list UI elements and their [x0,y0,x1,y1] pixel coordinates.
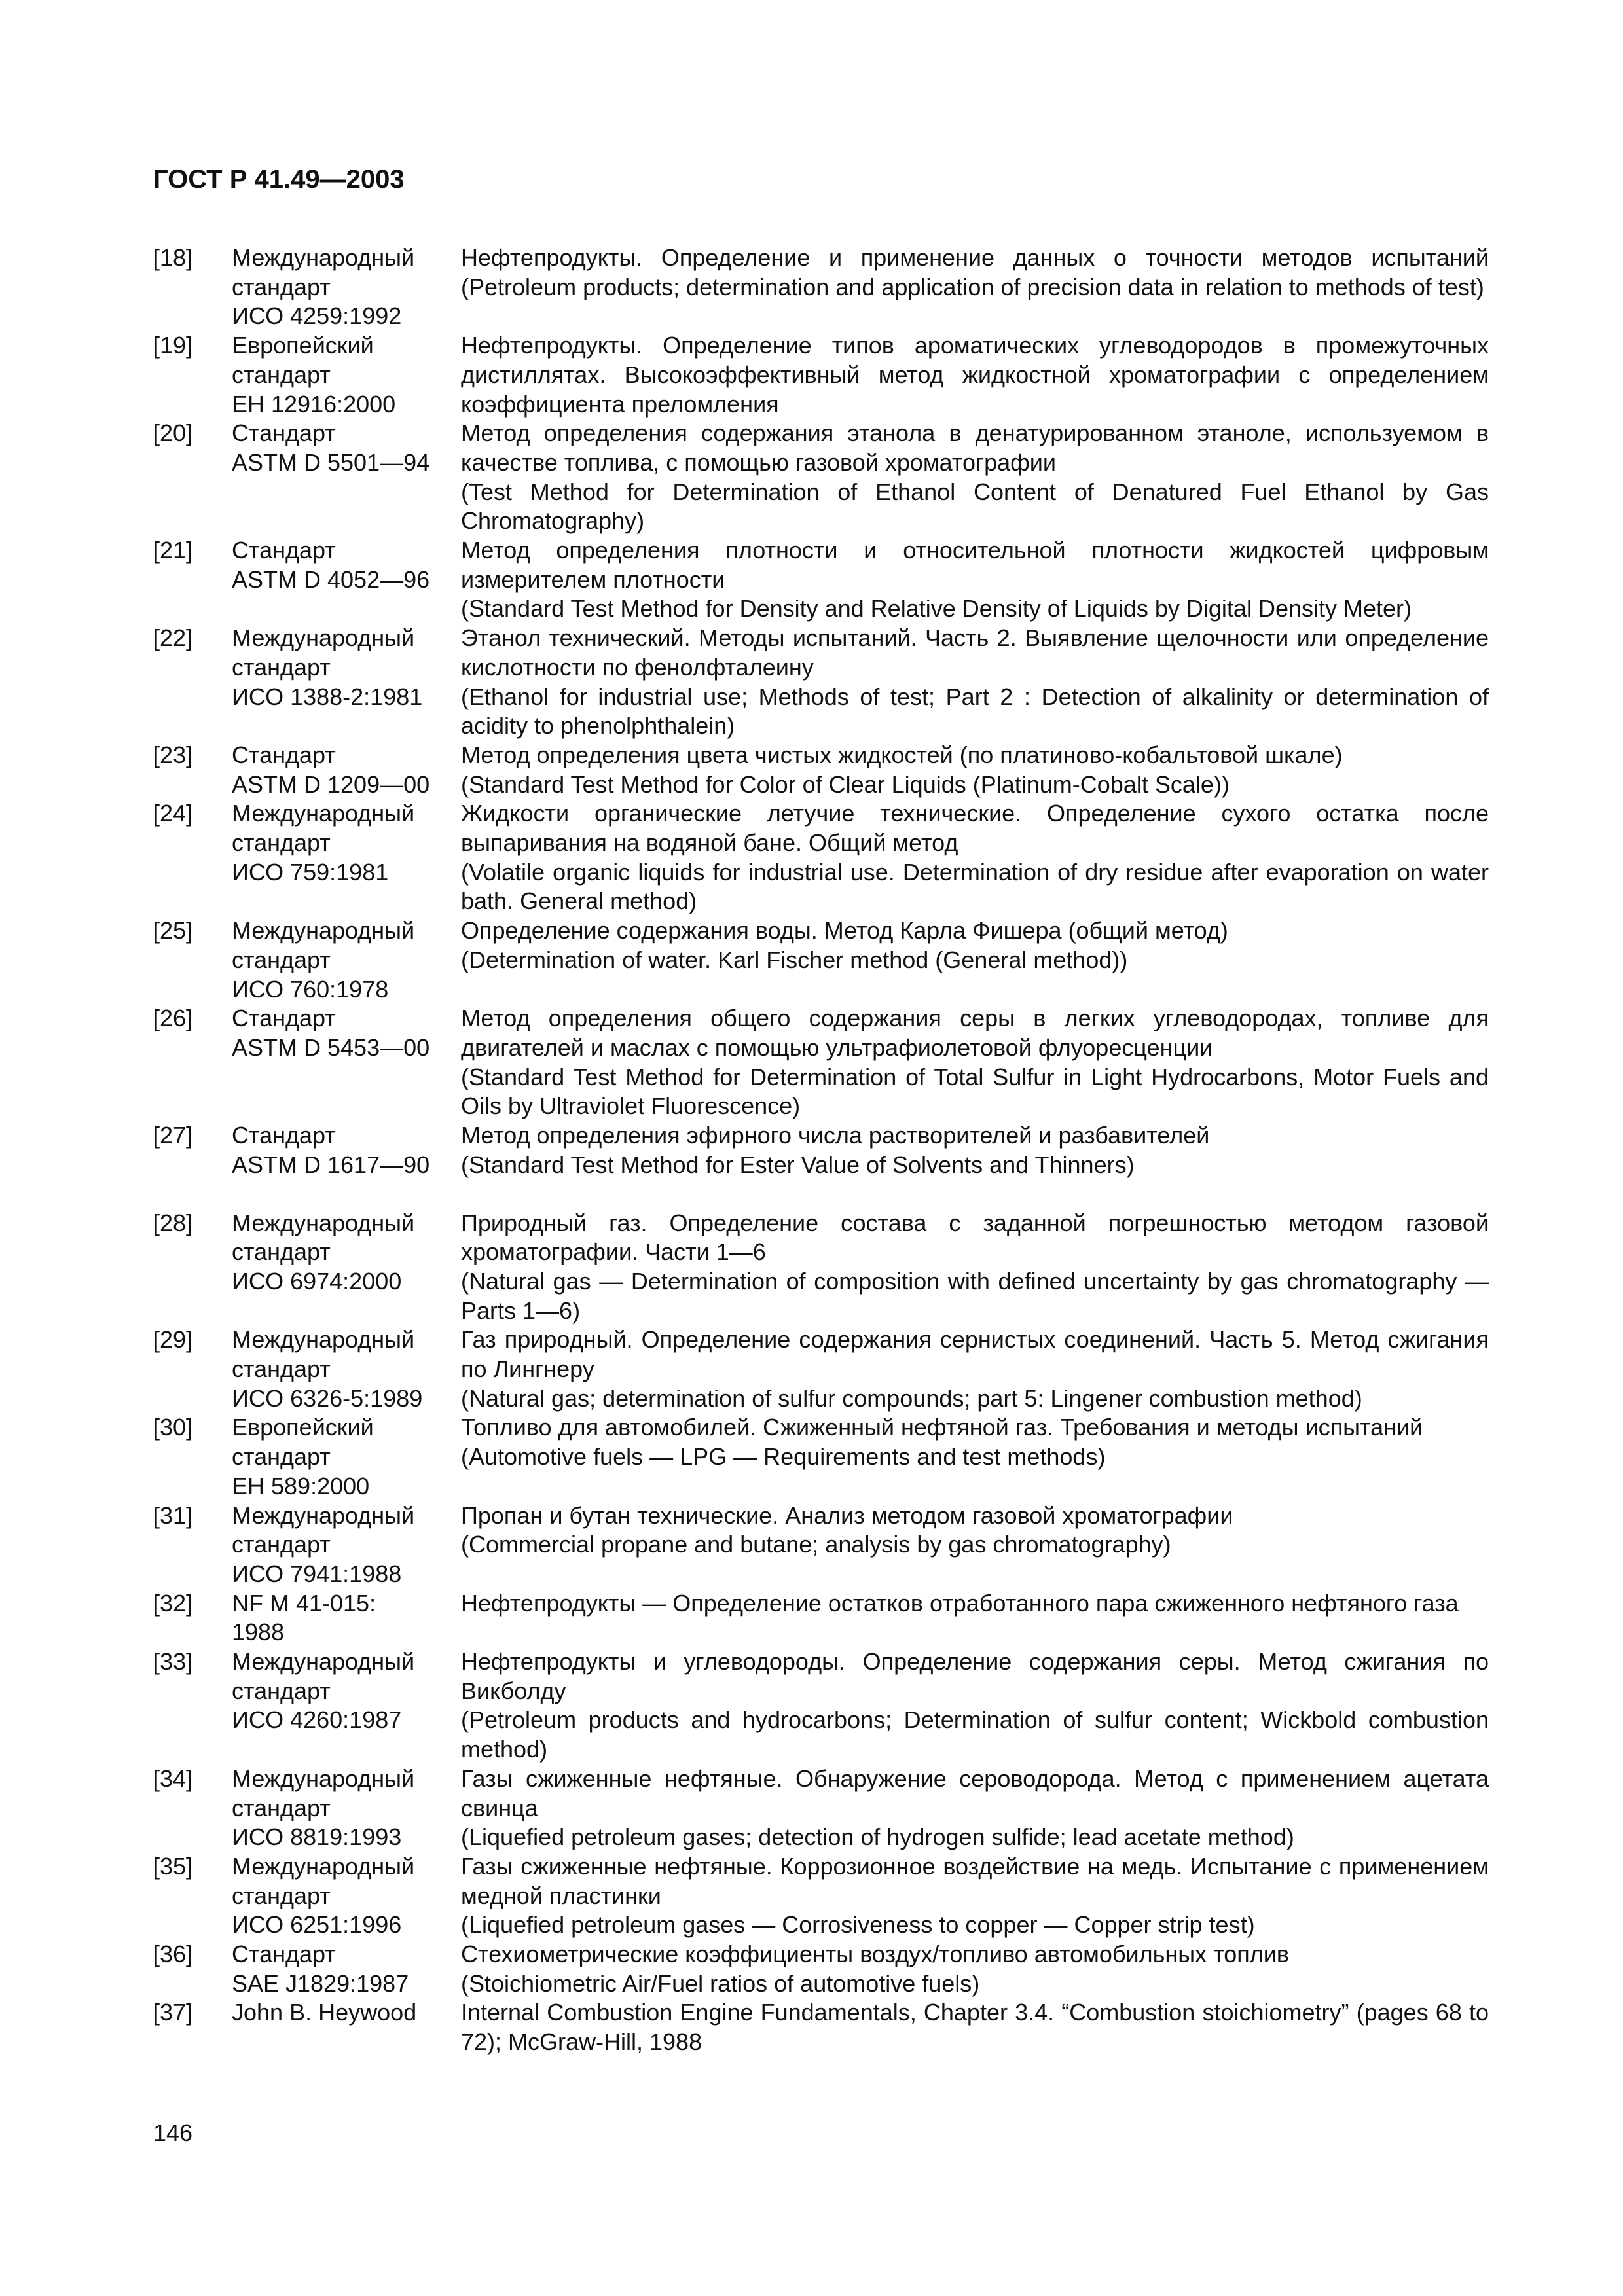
reference-title [461,1004,1489,1121]
reference-standard [232,1121,461,1179]
reference-title-paragraph: Газы сжиженные нефтяные. Обнаружение сероводорода. Метод с применением ацетата свинца [461,1765,1489,1821]
reference-standard-line: ЕН 589:2000 [232,1472,370,1499]
reference-standard-line: John B. Heywood [232,1999,417,2026]
reference-standard-line: стандарт [232,1882,331,1909]
reference-title-paragraph: (Automotive fuels — LPG — Requirements and test methods) [461,1443,1106,1471]
reference-standard [232,1209,461,1326]
reference-title [461,1501,1489,1589]
reference-entry [153,1209,1489,1326]
reference-title-paragraph: Газы сжиженные нефтяные. Коррозионное воздействие на медь. Испытание с применением медной пластинки [461,1852,1489,1909]
reference-title [461,536,1489,624]
reference-title-paragraph: Метод определения общего содержания серы в легких углеводородах, топливе для двигателей и маслах с помощью ультрафиолетовой флуоресценции [461,1005,1489,1061]
reference-standard-line: Стандарт [232,537,336,564]
reference-title-paragraph: (Stoichiometric Air/Fuel ratios of automotive fuels) [461,1969,980,1997]
reference-standard [232,331,461,419]
reference-standard [232,243,461,331]
reference-standard [232,1325,461,1413]
reference-standard-line: Стандарт [232,1005,336,1032]
reference-title-paragraph: Определение содержания воды. Метод Карла Фишера (общий метод) [461,917,1228,944]
reference-standard [232,1765,461,1852]
reference-entry [153,1998,1489,2056]
reference-number: [25] [153,917,193,944]
reference-standard [232,741,461,799]
reference-standard-line: ASTM D 4052—96 [232,565,430,593]
reference-entry [153,1765,1489,1852]
reference-title-paragraph: (Liquefied petroleum gases; detection of hydrogen sulfide; lead acetate method) [461,1823,1294,1851]
reference-title-paragraph: Нефтепродукты. Определение типов ароматических углеводородов в промежуточных дистиллятах. Высокоэффективный метод жидкостной хроматографии с определением коэффициента преломления [461,332,1489,418]
reference-entry [153,916,1489,1004]
reference-number: [30] [153,1414,193,1441]
reference-standard-line: Международный [232,1326,415,1354]
reference-standard [232,1940,461,1998]
reference-title-paragraph: Internal Combustion Engine Fundamentals, Chapter 3.4. “Combustion stoichiometry” (pages 68 to 72); McGraw-Hill, 1988 [461,1999,1489,2056]
reference-standard-line: ИСО 759:1981 [232,858,389,886]
reference-standard-line: ИСО 7941:1988 [232,1560,402,1587]
reference-entry [153,536,1489,624]
reference-standard [232,1998,461,2056]
reference-entry [153,243,1489,331]
reference-standard-line: ИСО 6251:1996 [232,1911,402,1939]
reference-number: [21] [153,537,193,564]
reference-standard-line: Международный [232,917,415,944]
reference-standard [232,1589,461,1647]
reference-standard-line: ASTM D 5501—94 [232,448,430,476]
reference-standard [232,419,461,536]
reference-standard-line: Стандарт [232,420,336,447]
reference-number: [19] [153,332,193,359]
reference-title-paragraph: Нефтепродукты. Определение и применение данных о точности методов испытаний (Petroleum products; determination and application of precision data in relation to methods of test) [461,244,1489,300]
reference-standard-line: стандарт [232,946,331,973]
reference-title-paragraph: Метод определения цвета чистых жидкостей (по платиново-кобальтовой шкале) [461,741,1343,768]
reference-standard-line: ASTM D 5453—00 [232,1033,430,1061]
reference-standard-line: ИСО 4259:1992 [232,302,402,330]
reference-title-paragraph: (Liquefied petroleum gases — Corrosiveness to copper — Copper strip test) [461,1911,1255,1939]
reference-standard-line: ИСО 6326-5:1989 [232,1384,423,1412]
reference-entry [153,799,1489,916]
reference-standard-line: стандарт [232,829,331,857]
reference-standard-line: Стандарт [232,1122,336,1149]
reference-title-paragraph: (Natural gas; determination of sulfur compounds; part 5: Lingener combustion method) [461,1384,1362,1412]
reference-title-paragraph: Стехиометрические коэффициенты воздух/топливо автомобильных топлив [461,1941,1290,1968]
reference-standard-line: стандарт [232,1443,331,1471]
reference-title [461,1852,1489,1940]
reference-standard-line: стандарт [232,1677,331,1704]
reference-title-paragraph: Топливо для автомобилей. Сжиженный нефтяной газ. Требования и методы испытаний [461,1414,1423,1441]
reference-standard-line: ИСО 1388-2:1981 [232,683,423,710]
reference-title-paragraph: (Ethanol for industrial use; Methods of test; Part 2 : Detection of alkalinity or determination of acidity to phenolphthalein) [461,683,1489,740]
reference-standard-line: 1988 [232,1619,285,1646]
reference-number: [33] [153,1648,193,1676]
reference-title-paragraph: (Test Method for Determination of Ethanol Content of Denatured Fuel Ethanol by Gas Chromatography) [461,478,1489,535]
reference-title [461,1940,1489,1998]
reference-standard-line: ASTM D 1617—90 [232,1151,430,1178]
reference-title-paragraph: Метод определения эфирного числа растворителей и разбавителей [461,1122,1210,1149]
reference-number: [24] [153,800,193,827]
reference-entry [153,1413,1489,1501]
reference-title [461,1413,1489,1501]
reference-entry [153,1647,1489,1765]
reference-number: [20] [153,420,193,447]
reference-standard-line: ИСО 6974:2000 [232,1267,402,1295]
reference-entry [153,419,1489,536]
reference-title-paragraph: Метод определения содержания этанола в денатурированном этаноле, используемом в качестве топлива, с помощью газовой хроматографии [461,420,1489,476]
reference-standard-line: стандарт [232,1531,331,1558]
reference-title [461,1765,1489,1852]
reference-standard-line: Международный [232,624,415,652]
reference-standard [232,916,461,1004]
reference-number: [35] [153,1852,193,1880]
reference-entry [153,1325,1489,1413]
reference-title-paragraph: Пропан и бутан технические. Анализ методом газовой хроматографии [461,1501,1233,1529]
reference-entry [153,741,1489,799]
reference-title-paragraph: (Volatile organic liquids for industrial use. Determination of dry residue after evaporation on water bath. General method) [461,858,1489,915]
reference-standard-line: Стандарт [232,1941,336,1968]
reference-standard-line: стандарт [232,1238,331,1266]
reference-number: [28] [153,1209,193,1236]
reference-standard [232,536,461,624]
reference-number: [29] [153,1326,193,1354]
reference-standard-line: Европейский [232,1414,374,1441]
reference-title-paragraph: (Natural gas — Determination of composition with defined uncertainty by gas chromatography — Parts 1—6) [461,1267,1489,1324]
reference-title-paragraph: Жидкости органические летучие технические. Определение сухого остатка после выпаривания на водяной бане. Общий метод [461,800,1489,857]
reference-title-paragraph: Метод определения плотности и относительной плотности жидкостей цифровым измерителем плотности [461,537,1489,593]
reference-standard-line: ИСО 8819:1993 [232,1823,402,1851]
reference-title [461,1209,1489,1326]
reference-standard-line: NF M 41-015: [232,1589,376,1617]
reference-standard [232,1004,461,1121]
reference-title-paragraph: (Standard Test Method for Color of Clear Liquids (Platinum-Cobalt Scale)) [461,770,1230,798]
reference-standard-line: стандарт [232,653,331,681]
reference-number: [34] [153,1765,193,1792]
reference-standard-line: SAE J1829:1987 [232,1969,409,1997]
reference-number: [18] [153,244,193,271]
reference-number: [26] [153,1005,193,1032]
reference-title-paragraph: (Commercial propane and butane; analysis by gas chromatography) [461,1531,1171,1558]
reference-standard-line: стандарт [232,1355,331,1383]
reference-number: [31] [153,1501,193,1529]
reference-title-paragraph: Природный газ. Определение состава с заданной погрешностью методом газовой хроматографии. Части 1—6 [461,1209,1489,1266]
reference-title-paragraph: Газ природный. Определение содержания сернистых соединений. Часть 5. Метод сжигания по Лингнеру [461,1326,1489,1383]
reference-title-paragraph: (Standard Test Method for Density and Relative Density of Liquids by Digital Density Meter) [461,595,1412,622]
reference-title [461,624,1489,741]
reference-entry [153,1004,1489,1121]
reference-standard-line: Международный [232,244,415,271]
reference-title-paragraph: (Determination of water. Karl Fischer method (General method)) [461,946,1128,973]
reference-standard-line: стандарт [232,273,331,300]
reference-number: [37] [153,1999,193,2026]
reference-standard-line: Стандарт [232,741,336,768]
reference-entry [153,331,1489,419]
reference-title [461,243,1489,331]
page-number: 146 [153,2119,193,2146]
reference-entry [153,1940,1489,1998]
reference-title-paragraph: (Standard Test Method for Ester Value of Solvents and Thinners) [461,1151,1135,1178]
reference-standard-line: ИСО 4260:1987 [232,1706,402,1734]
reference-standard-line: ЕН 12916:2000 [232,390,396,418]
reference-standard-line: Международный [232,1501,415,1529]
reference-standard-line: ИСО 760:1978 [232,975,389,1003]
reference-standard-line: Международный [232,1209,415,1236]
reference-standard-line: Европейский [232,332,374,359]
reference-title-paragraph: (Petroleum products and hydrocarbons; Determination of sulfur content; Wickbold combustion method) [461,1706,1489,1763]
reference-standard [232,799,461,916]
reference-entry [153,1121,1489,1179]
reference-number: [32] [153,1589,193,1617]
reference-standard-line: стандарт [232,1794,331,1821]
reference-standard [232,1413,461,1501]
reference-title-paragraph: Нефтепродукты — Определение остатков отработанного пара сжиженного нефтяного газа [461,1589,1459,1617]
reference-entry [153,1852,1489,1940]
reference-title-paragraph: Этанол технический. Методы испытаний. Часть 2. Выявление щелочности или определение кислотности по фенолфталеину [461,624,1489,681]
reference-standard [232,1501,461,1589]
reference-standard [232,624,461,741]
reference-number: [23] [153,741,193,768]
reference-standard [232,1647,461,1765]
reference-list [153,243,1489,2057]
document-header: ГОСТ Р 41.49—2003 [153,165,405,194]
reference-title [461,419,1489,536]
reference-title [461,1589,1489,1647]
reference-title-paragraph: Нефтепродукты и углеводороды. Определение содержания серы. Метод сжигания по Викболду [461,1648,1489,1704]
reference-title [461,1325,1489,1413]
reference-entry [153,1589,1489,1647]
reference-title [461,1998,1489,2056]
reference-number: [22] [153,624,193,652]
reference-standard-line: ASTM D 1209—00 [232,770,430,798]
reference-number: [27] [153,1122,193,1149]
reference-title [461,741,1489,799]
reference-standard-line: Международный [232,1648,415,1676]
reference-entry [153,624,1489,741]
reference-standard-line: Международный [232,800,415,827]
reference-title [461,1121,1489,1179]
reference-title [461,799,1489,916]
reference-standard-line: Международный [232,1765,415,1792]
reference-standard [232,1852,461,1940]
reference-title [461,1647,1489,1765]
reference-standard-line: стандарт [232,361,331,388]
reference-title [461,331,1489,419]
reference-title [461,916,1489,1004]
reference-title-paragraph: (Standard Test Method for Determination of Total Sulfur in Light Hydrocarbons, Motor Fuels and Oils by Ultraviolet Fluorescence) [461,1063,1489,1120]
reference-number: [36] [153,1941,193,1968]
reference-standard-line: Международный [232,1852,415,1880]
reference-entry [153,1501,1489,1589]
